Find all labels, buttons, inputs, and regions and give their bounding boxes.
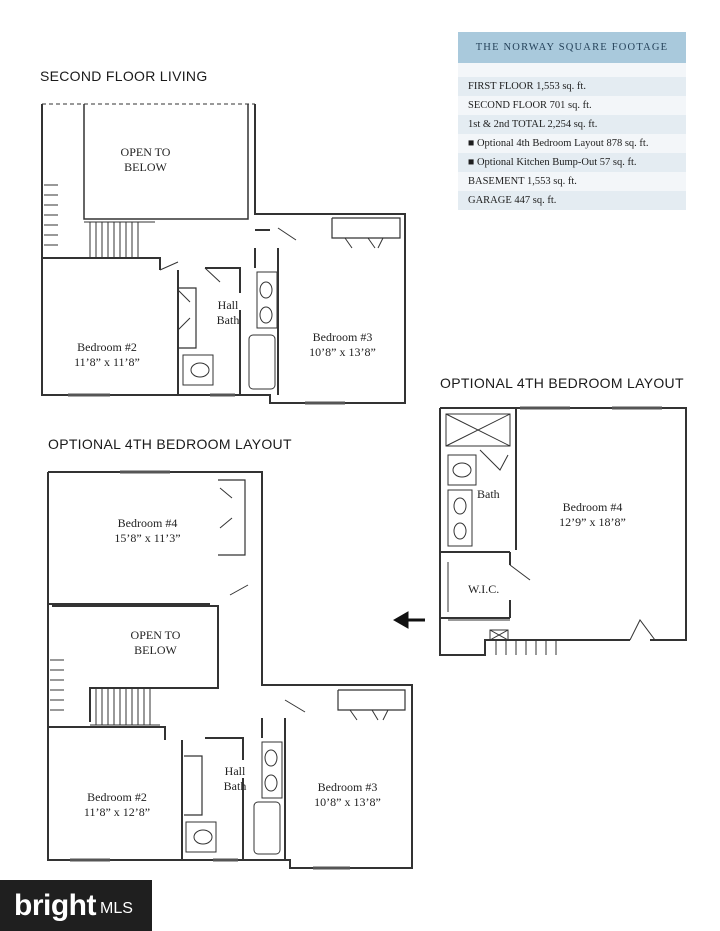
sqft-row: 1st & 2nd TOTAL 2,254 sq. ft.: [458, 115, 686, 134]
room-name: Bath: [216, 313, 240, 327]
open-to-below-label: [108, 145, 183, 175]
open-to-below-line: OPEN TO: [130, 628, 181, 642]
room-size: 15’8” x 11’3”: [114, 531, 181, 545]
optional-layout-heading-left: OPTIONAL 4TH BEDROOM LAYOUT: [48, 436, 292, 452]
arrow-left-icon: [394, 612, 425, 628]
hall-bath-label: [208, 298, 248, 328]
open-to-below-label: [118, 628, 193, 658]
room-name: Bath: [223, 779, 247, 793]
wic-label: W.I.C.: [468, 582, 500, 596]
room-name: Bedroom #4: [562, 500, 623, 514]
brand-logo: [0, 880, 152, 931]
square-footage-title: THE NORWAY SQUARE FOOTAGE: [458, 32, 686, 63]
second-floor-heading: SECOND FLOOR LIVING: [40, 68, 208, 84]
sqft-row: GARAGE 447 sq. ft.: [458, 191, 686, 210]
sqft-row: BASEMENT 1,553 sq. ft.: [458, 172, 686, 191]
room-name: Bedroom #2: [87, 790, 147, 804]
sqft-row: FIRST FLOOR 1,553 sq. ft.: [458, 77, 686, 96]
room-name: Hall: [224, 764, 246, 778]
open-to-below-line: BELOW: [124, 160, 167, 174]
hall-bath-label: [215, 764, 255, 794]
room-size: 10’8” x 13’8”: [314, 795, 381, 809]
open-to-below-line: OPEN TO: [120, 145, 171, 159]
optional-layout-heading-right: OPTIONAL 4TH BEDROOM LAYOUT: [440, 375, 684, 391]
room-size: 12’9” x 18’8”: [559, 515, 626, 529]
room-size: 11’8” x 12’8”: [83, 805, 151, 819]
brand-suffix: MLS: [99, 899, 133, 917]
bedroom2-label: [62, 340, 152, 370]
room-name: Bedroom #2: [77, 340, 137, 354]
room-name: Hall: [217, 298, 239, 312]
room-name: Bedroom #3: [317, 780, 378, 794]
room-name: Bedroom #4: [117, 516, 178, 530]
bath-label: Bath: [477, 487, 500, 501]
room-size: 10’8” x 13’8”: [309, 345, 376, 359]
brand-name: bright: [14, 888, 96, 922]
open-to-below-line: BELOW: [134, 643, 177, 657]
room-size: 11’8” x 11’8”: [74, 355, 140, 369]
bedroom2-label: [72, 790, 162, 820]
room-name: Bedroom #3: [312, 330, 373, 344]
bedroom4-label: [550, 500, 635, 530]
optional-layout-plan-right: [440, 408, 686, 655]
bedroom3-label: [300, 330, 385, 360]
sqft-row: ■ Optional Kitchen Bump-Out 57 sq. ft.: [458, 153, 686, 172]
sqft-row: ■ Optional 4th Bedroom Layout 878 sq. ft.: [458, 134, 686, 153]
sqft-row: SECOND FLOOR 701 sq. ft.: [458, 96, 686, 115]
bedroom4-label: [105, 516, 190, 546]
bedroom3-label: [305, 780, 390, 810]
